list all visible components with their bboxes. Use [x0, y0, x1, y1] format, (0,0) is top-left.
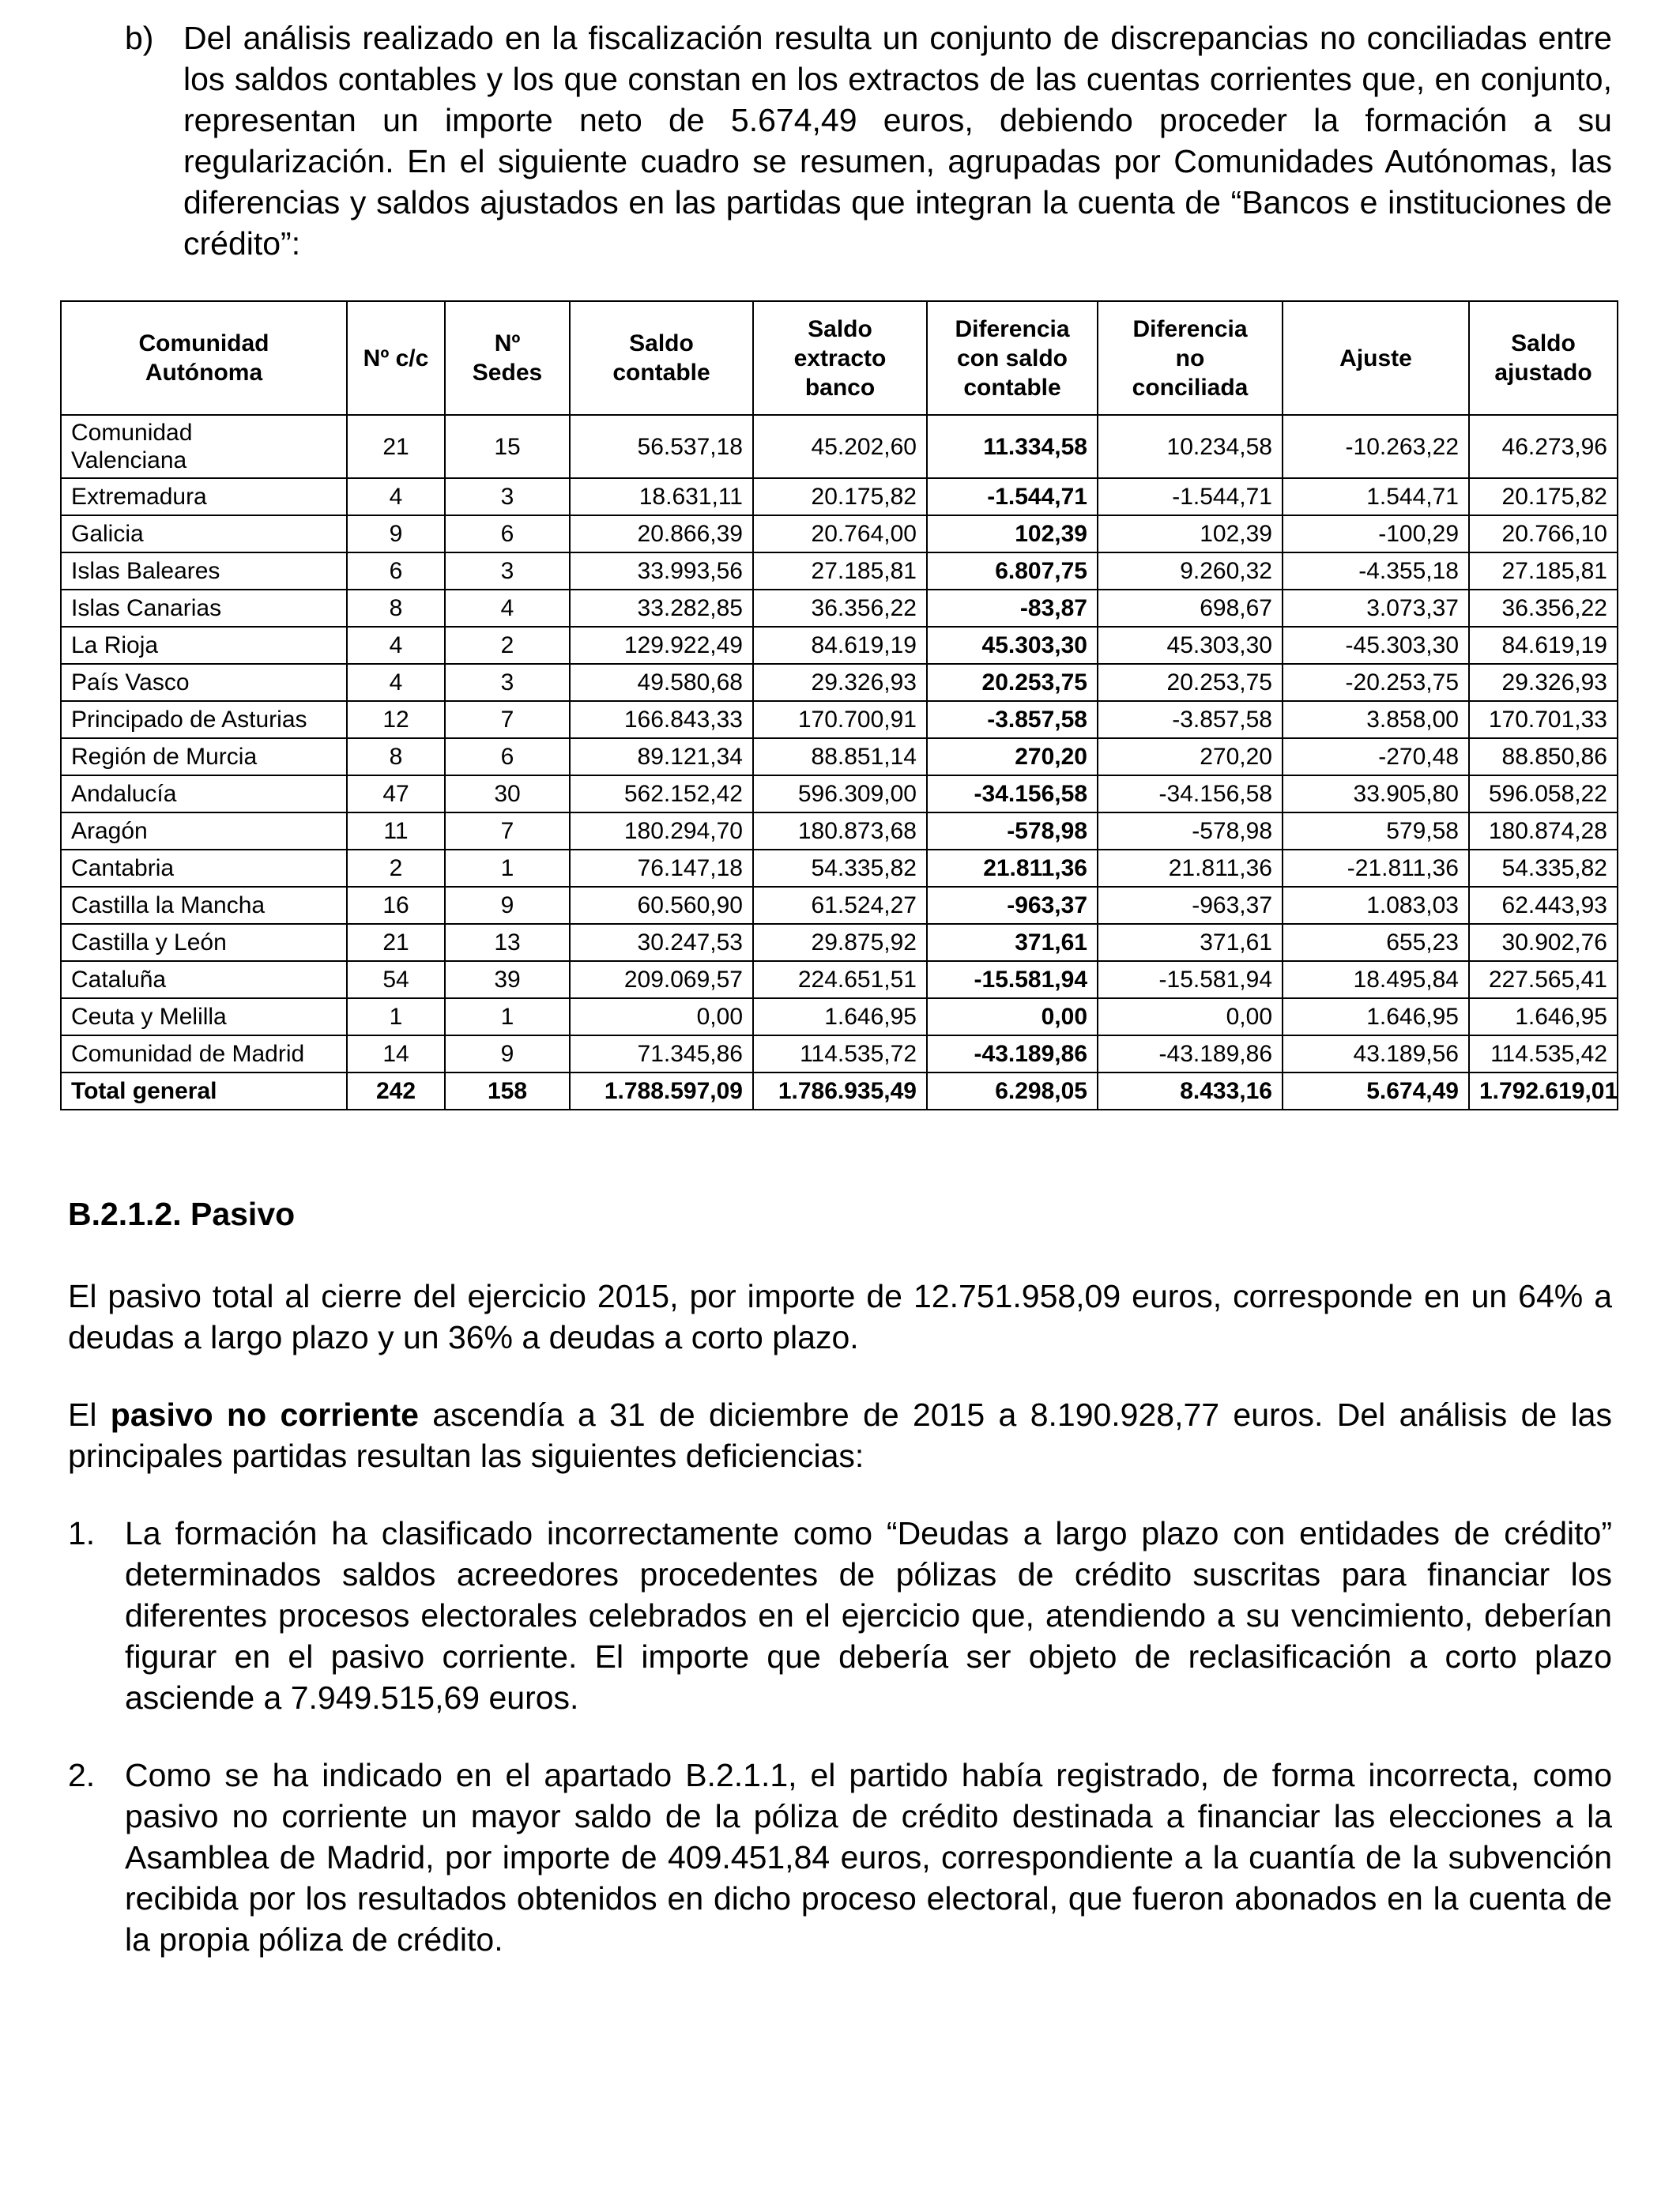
cell-contable: 56.537,18 — [570, 415, 753, 478]
cell-cc: 14 — [347, 1035, 445, 1072]
cell-noconc: 20.253,75 — [1098, 664, 1283, 701]
cell-sedes: 3 — [445, 552, 570, 590]
cell-contable: 89.121,34 — [570, 738, 753, 775]
cell-comunidad-line: Principado de Asturias — [71, 707, 307, 733]
list-item-text: Como se ha indicado en el apartado B.2.1.1, el partido había registrado, de forma incorrecta, como pasivo no corriente un mayor saldo de la póliza de crédito destinada a financiar las elecciones a la Asamblea de Madrid, por importe de 409.451,84 euros, correspondiente a la cuantía de la subvención recibida por los resultados obtenidos en dicho proceso electoral, que fueron abonados en la cuenta de la propia póliza de crédito. — [125, 1757, 1612, 1958]
cell-ajustado: 20.766,10 — [1469, 515, 1618, 552]
cell-contable: 60.560,90 — [570, 887, 753, 924]
cell-cc: 2 — [347, 850, 445, 887]
cell-sedes: 3 — [445, 478, 570, 515]
cell-contable: 562.152,42 — [570, 775, 753, 812]
cell-comunidad-line: Galicia — [71, 521, 144, 547]
list-item — [68, 1513, 1612, 1718]
cell-cc: 47 — [347, 775, 445, 812]
column-header-line: Nº — [494, 330, 521, 356]
column-header — [445, 301, 570, 415]
cell-sedes: 9 — [445, 887, 570, 924]
cell-sedes: 1 — [445, 998, 570, 1035]
cell-cc: 4 — [347, 478, 445, 515]
cell-ajustado: 27.185,81 — [1469, 552, 1618, 590]
cell-contable: 209.069,57 — [570, 961, 753, 998]
cell-sedes: 1 — [445, 850, 570, 887]
column-header — [347, 301, 445, 415]
cell-ajustado: 88.850,86 — [1469, 738, 1618, 775]
cell-comunidad — [61, 478, 347, 515]
column-header — [570, 301, 753, 415]
cell-sedes: 6 — [445, 515, 570, 552]
cell-comunidad — [61, 998, 347, 1035]
cell-comunidad-line: Islas Baleares — [71, 558, 220, 584]
cell-dif: 21.811,36 — [927, 850, 1098, 887]
table-row — [61, 590, 1618, 627]
table-row — [61, 924, 1618, 961]
cell-contable: 0,00 — [570, 998, 753, 1035]
cell-comunidad-line: País Vasco — [71, 669, 190, 696]
reconciliation-table — [60, 300, 1618, 1110]
cell-noconc: -43.189,86 — [1098, 1035, 1283, 1072]
intro-paragraph — [125, 17, 1612, 264]
cell-dif: -15.581,94 — [927, 961, 1098, 998]
cell-ajustado: 180.874,28 — [1469, 812, 1618, 850]
cell-cc: 8 — [347, 738, 445, 775]
cell-dif: 371,61 — [927, 924, 1098, 961]
table-row — [61, 961, 1618, 998]
cell-total-ajustado: 1.792.619,01 — [1469, 1072, 1618, 1110]
cell-cc: 21 — [347, 924, 445, 961]
table-total-row — [61, 1072, 1618, 1110]
cell-contable: 71.345,86 — [570, 1035, 753, 1072]
cell-cc: 54 — [347, 961, 445, 998]
cell-contable: 20.866,39 — [570, 515, 753, 552]
cell-ajustado: 36.356,22 — [1469, 590, 1618, 627]
cell-total-sedes: 158 — [445, 1072, 570, 1110]
cell-total-dif: 6.298,05 — [927, 1072, 1098, 1110]
cell-ajuste: 3.073,37 — [1283, 590, 1469, 627]
table-row — [61, 850, 1618, 887]
cell-sedes: 13 — [445, 924, 570, 961]
cell-sedes: 39 — [445, 961, 570, 998]
p2-bold-term: pasivo no corriente — [110, 1397, 419, 1433]
cell-comunidad — [61, 664, 347, 701]
cell-dif: -83,87 — [927, 590, 1098, 627]
cell-contable: 129.922,49 — [570, 627, 753, 664]
column-header-line: extracto — [793, 345, 887, 371]
column-header-line: banco — [804, 374, 876, 401]
cell-extracto: 180.873,68 — [753, 812, 927, 850]
cell-noconc: 21.811,36 — [1098, 850, 1283, 887]
cell-ajuste: -10.263,22 — [1283, 415, 1469, 478]
cell-noconc: 270,20 — [1098, 738, 1283, 775]
cell-ajuste: 1.646,95 — [1283, 998, 1469, 1035]
table-row — [61, 701, 1618, 738]
cell-comunidad-line: Valenciana — [71, 447, 187, 473]
cell-comunidad — [61, 627, 347, 664]
cell-contable: 180.294,70 — [570, 812, 753, 850]
cell-contable: 76.147,18 — [570, 850, 753, 887]
cell-noconc: 102,39 — [1098, 515, 1283, 552]
column-header-line: contable — [612, 360, 710, 386]
cell-ajuste: 1.544,71 — [1283, 478, 1469, 515]
cell-comunidad — [61, 1035, 347, 1072]
column-header — [61, 301, 347, 415]
cell-total-ajuste: 5.674,49 — [1283, 1072, 1469, 1110]
column-header — [1098, 301, 1283, 415]
cell-dif: 6.807,75 — [927, 552, 1098, 590]
cell-dif: -34.156,58 — [927, 775, 1098, 812]
cell-extracto: 170.700,91 — [753, 701, 927, 738]
cell-ajuste: -270,48 — [1283, 738, 1469, 775]
cell-sedes: 3 — [445, 664, 570, 701]
cell-sedes: 7 — [445, 701, 570, 738]
cell-extracto: 1.646,95 — [753, 998, 927, 1035]
column-header-line: ajustado — [1494, 360, 1592, 386]
cell-extracto: 54.335,82 — [753, 850, 927, 887]
cell-contable: 30.247,53 — [570, 924, 753, 961]
cell-comunidad-line: Comunidad de Madrid — [71, 1041, 305, 1067]
table-row — [61, 627, 1618, 664]
cell-ajuste: 655,23 — [1283, 924, 1469, 961]
cell-noconc: -3.857,58 — [1098, 701, 1283, 738]
cell-cc: 21 — [347, 415, 445, 478]
column-header-line: Saldo — [629, 330, 694, 356]
cell-ajuste: -45.303,30 — [1283, 627, 1469, 664]
cell-cc: 4 — [347, 664, 445, 701]
cell-ajuste: -21.811,36 — [1283, 850, 1469, 887]
column-header — [753, 301, 927, 415]
cell-comunidad — [61, 775, 347, 812]
list-item — [68, 1755, 1612, 1960]
cell-ajuste: 33.905,80 — [1283, 775, 1469, 812]
p2-rest: ascendía a 31 de diciembre de 2015 a 8.190.928,77 euros. Del análisis de las principales partidas resultan las siguientes deficiencias: — [68, 1397, 1612, 1474]
cell-sedes: 4 — [445, 590, 570, 627]
table-row — [61, 1035, 1618, 1072]
table-row — [61, 415, 1618, 478]
cell-ajustado: 62.443,93 — [1469, 887, 1618, 924]
cell-noconc: -1.544,71 — [1098, 478, 1283, 515]
cell-ajustado: 1.646,95 — [1469, 998, 1618, 1035]
list-marker: 2. — [68, 1757, 96, 1793]
column-header-line: Nº c/c — [363, 345, 429, 371]
cell-dif: 270,20 — [927, 738, 1098, 775]
cell-comunidad — [61, 850, 347, 887]
column-header-line: no — [1175, 345, 1205, 371]
cell-comunidad-line: La Rioja — [71, 632, 159, 658]
cell-cc: 6 — [347, 552, 445, 590]
cell-ajustado: 596.058,22 — [1469, 775, 1618, 812]
column-header — [1283, 301, 1469, 415]
cell-ajustado: 54.335,82 — [1469, 850, 1618, 887]
cell-extracto: 27.185,81 — [753, 552, 927, 590]
column-header-line: Diferencia — [1132, 315, 1248, 342]
cell-noconc: -34.156,58 — [1098, 775, 1283, 812]
cell-cc: 12 — [347, 701, 445, 738]
column-header-line: Saldo — [1511, 330, 1576, 356]
column-header — [927, 301, 1098, 415]
cell-ajuste: 18.495,84 — [1283, 961, 1469, 998]
cell-noconc: 371,61 — [1098, 924, 1283, 961]
cell-dif: -3.857,58 — [927, 701, 1098, 738]
cell-dif: 11.334,58 — [927, 415, 1098, 478]
cell-ajuste: 43.189,56 — [1283, 1035, 1469, 1072]
cell-comunidad-line: Castilla la Mancha — [71, 892, 266, 918]
table-row — [61, 664, 1618, 701]
cell-comunidad — [61, 812, 347, 850]
cell-comunidad-line: Comunidad — [71, 420, 193, 446]
cell-contable: 18.631,11 — [570, 478, 753, 515]
p2-lead: El — [68, 1397, 111, 1433]
cell-extracto: 36.356,22 — [753, 590, 927, 627]
cell-noconc: 0,00 — [1098, 998, 1283, 1035]
cell-ajustado: 29.326,93 — [1469, 664, 1618, 701]
cell-cc: 16 — [347, 887, 445, 924]
cell-dif: -963,37 — [927, 887, 1098, 924]
cell-cc: 4 — [347, 627, 445, 664]
cell-sedes: 6 — [445, 738, 570, 775]
cell-dif: -1.544,71 — [927, 478, 1098, 515]
cell-comunidad-line: Islas Canarias — [71, 595, 222, 621]
table-row — [61, 775, 1618, 812]
section-heading: B.2.1.2. Pasivo — [68, 1196, 296, 1232]
column-header-line: conciliada — [1132, 374, 1249, 401]
cell-comunidad-line: Castilla y León — [71, 929, 227, 956]
cell-total-noconc: 8.433,16 — [1098, 1072, 1283, 1110]
cell-comunidad-line: Cantabria — [71, 855, 175, 881]
cell-sedes: 15 — [445, 415, 570, 478]
cell-comunidad-line: Extremadura — [71, 484, 207, 510]
cell-noconc: -15.581,94 — [1098, 961, 1283, 998]
column-header-line: con saldo — [956, 345, 1068, 371]
cell-extracto: 20.764,00 — [753, 515, 927, 552]
cell-comunidad-line: Aragón — [71, 818, 148, 844]
cell-ajuste: 3.858,00 — [1283, 701, 1469, 738]
cell-extracto: 45.202,60 — [753, 415, 927, 478]
intro-text: Del análisis realizado en la fiscalización resulta un conjunto de discrepancias no conciliadas entre los saldos contables y los que constan en los extractos de las cuentas corrientes que, en conjunto, representan un importe neto de 5.674,49 euros, debiendo proceder la formación a su regularización. En el siguiente cuadro se resumen, agrupadas por Comunidades Autónomas, las diferencias y saldos ajustados en las partidas que integran la cuenta de “Bancos e instituciones de crédito”: — [183, 20, 1612, 262]
cell-extracto: 61.524,27 — [753, 887, 927, 924]
cell-comunidad — [61, 701, 347, 738]
cell-extracto: 29.326,93 — [753, 664, 927, 701]
cell-comunidad — [61, 887, 347, 924]
cell-extracto: 29.875,92 — [753, 924, 927, 961]
column-header-line: Diferencia — [955, 315, 1070, 342]
cell-ajuste: 579,58 — [1283, 812, 1469, 850]
cell-total-label: Total general — [61, 1072, 347, 1110]
cell-extracto: 224.651,51 — [753, 961, 927, 998]
cell-ajustado: 46.273,96 — [1469, 415, 1618, 478]
cell-ajustado: 170.701,33 — [1469, 701, 1618, 738]
cell-contable: 33.282,85 — [570, 590, 753, 627]
column-header-line: contable — [963, 374, 1061, 401]
cell-dif: 102,39 — [927, 515, 1098, 552]
column-header — [1469, 301, 1618, 415]
cell-comunidad — [61, 961, 347, 998]
cell-sedes: 7 — [445, 812, 570, 850]
cell-extracto: 84.619,19 — [753, 627, 927, 664]
table-row — [61, 515, 1618, 552]
table-row — [61, 887, 1618, 924]
column-header-line: Sedes — [472, 360, 543, 386]
cell-cc: 8 — [347, 590, 445, 627]
table-row — [61, 738, 1618, 775]
cell-dif: 0,00 — [927, 998, 1098, 1035]
list-item-text: La formación ha clasificado incorrectamente como “Deudas a largo plazo con entidades de crédito” determinados saldos acreedores procedentes de pólizas de crédito suscritas para financiar los diferentes procesos electorales celebrados en el ejercicio que, atendiendo a su vencimiento, deberían figurar en el pasivo corriente. El importe que debería ser objeto de reclasificación a corto plazo asciende a 7.949.515,69 euros. — [125, 1515, 1612, 1716]
cell-sedes: 2 — [445, 627, 570, 664]
cell-cc: 11 — [347, 812, 445, 850]
cell-ajustado: 227.565,41 — [1469, 961, 1618, 998]
cell-noconc: 9.260,32 — [1098, 552, 1283, 590]
cell-sedes: 30 — [445, 775, 570, 812]
cell-dif: 45.303,30 — [927, 627, 1098, 664]
cell-comunidad — [61, 515, 347, 552]
cell-comunidad-line: Región de Murcia — [71, 744, 258, 770]
table-row — [61, 812, 1618, 850]
cell-comunidad — [61, 590, 347, 627]
cell-total-cc: 242 — [347, 1072, 445, 1110]
cell-contable: 49.580,68 — [570, 664, 753, 701]
cell-comunidad — [61, 738, 347, 775]
cell-noconc: -578,98 — [1098, 812, 1283, 850]
column-header-line: Comunidad — [138, 330, 269, 356]
cell-dif: 20.253,75 — [927, 664, 1098, 701]
cell-dif: -578,98 — [927, 812, 1098, 850]
column-header-line: Ajuste — [1339, 345, 1412, 371]
cell-total-extracto: 1.786.935,49 — [753, 1072, 927, 1110]
column-header-line: Autónoma — [145, 360, 263, 386]
cell-noconc: 698,67 — [1098, 590, 1283, 627]
cell-dif: -43.189,86 — [927, 1035, 1098, 1072]
table-row — [61, 478, 1618, 515]
cell-noconc: 45.303,30 — [1098, 627, 1283, 664]
cell-total-contable: 1.788.597,09 — [570, 1072, 753, 1110]
paragraph-pasivo-total: El pasivo total al cierre del ejercicio 2015, por importe de 12.751.958,09 euros, corresponde en un 64% a deudas a largo plazo y un 36% a deudas a corto plazo. — [68, 1278, 1612, 1355]
cell-comunidad — [61, 552, 347, 590]
cell-comunidad-line: Ceuta y Melilla — [71, 1004, 227, 1030]
column-header-line: Saldo — [808, 315, 872, 342]
cell-cc: 9 — [347, 515, 445, 552]
cell-ajustado: 20.175,82 — [1469, 478, 1618, 515]
cell-ajuste: -20.253,75 — [1283, 664, 1469, 701]
cell-extracto: 88.851,14 — [753, 738, 927, 775]
cell-ajuste: -100,29 — [1283, 515, 1469, 552]
cell-contable: 166.843,33 — [570, 701, 753, 738]
cell-sedes: 9 — [445, 1035, 570, 1072]
intro-marker: b) — [125, 20, 154, 56]
cell-comunidad-line: Andalucía — [71, 781, 177, 807]
table-row — [61, 998, 1618, 1035]
cell-ajuste: 1.083,03 — [1283, 887, 1469, 924]
cell-cc: 1 — [347, 998, 445, 1035]
cell-comunidad — [61, 924, 347, 961]
cell-ajuste: -4.355,18 — [1283, 552, 1469, 590]
cell-ajustado: 84.619,19 — [1469, 627, 1618, 664]
cell-contable: 33.993,56 — [570, 552, 753, 590]
cell-extracto: 596.309,00 — [753, 775, 927, 812]
cell-extracto: 114.535,72 — [753, 1035, 927, 1072]
cell-extracto: 20.175,82 — [753, 478, 927, 515]
cell-ajustado: 114.535,42 — [1469, 1035, 1618, 1072]
table-body — [61, 415, 1618, 1110]
cell-comunidad-line: Cataluña — [71, 967, 167, 993]
cell-ajustado: 30.902,76 — [1469, 924, 1618, 961]
table-header-row — [61, 301, 1618, 415]
paragraph-pasivo-no-corriente — [68, 1394, 1612, 1476]
list-marker: 1. — [68, 1515, 96, 1551]
cell-comunidad — [61, 415, 347, 478]
table-row — [61, 552, 1618, 590]
cell-noconc: -963,37 — [1098, 887, 1283, 924]
cell-noconc: 10.234,58 — [1098, 415, 1283, 478]
